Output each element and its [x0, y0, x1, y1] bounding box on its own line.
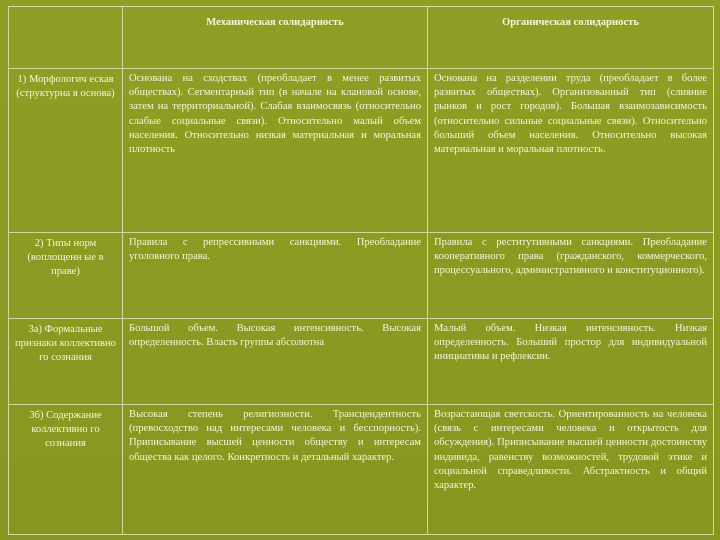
table-row — [9, 69, 714, 233]
table-row — [9, 319, 714, 405]
cell-organic: Правила с реститутивными санкциями. Преобладание кооперативного права (гражданского, коммерческого, процессуального, административного и конституционного). — [428, 233, 714, 319]
header-mechanical: Механическая солидарность — [123, 7, 428, 69]
cell-mechanical: Правила с репрессивными санкциями. Преобладание уголовного права. — [123, 233, 428, 319]
table-row — [9, 233, 714, 319]
cell-organic: Малый объем. Низкая интенсивность. Низкая определенность. Больший простор для индивидуальной инициативы и рефлексии. — [428, 319, 714, 405]
header-organic: Органическая солидарность — [428, 7, 714, 69]
header-corner-cell — [9, 7, 123, 69]
table-header-row — [9, 7, 714, 69]
cell-mechanical: Основана на сходствах (преобладает в менее развитых обществах). Сегментарный тип (в начале на клановой основе, затем на территориальной). Слабая взаимосвязь (относительно слабые социальные связи). Относительно малый объем населения. Относительно низкая материальная и моральная плотность — [123, 69, 428, 233]
cell-organic: Возрастающая светскость. Ориентированность на человека (связь с интересами человека и открытость для обсуждения). Приписывание высшей ценности достоинству индивида, равенству возможностей, трудовой этике и социальной справедливости. Абстрактность и общий характер. — [428, 405, 714, 535]
cell-mechanical: Высокая степень религиозности. Трансцендентность (превосходство над интересами человека и бесспорность). Приписывание высшей ценности обществу и интересам общества как целого. Конкретность и детальный характер. — [123, 405, 428, 535]
row-label: 1) Морфологич еская (структурна я основа) — [9, 69, 123, 233]
cell-mechanical: Большой объем. Высокая интенсивность. Высокая определенность. Власть группы абсолютна — [123, 319, 428, 405]
comparison-table — [8, 6, 714, 535]
cell-organic: Основана на разделении труда (преобладает в более развитых обществах). Организованный тип (слияние рынков и рост городов). Большая взаимозависимость (относительно сильные социальные связи). Относительно больший объем населения. Относительно высокая материальная и моральная плотность. — [428, 69, 714, 233]
row-label: 3б) Содержание коллективно го сознания — [9, 405, 123, 535]
row-label: 2) Типы норм (воплощенн ые в праве) — [9, 233, 123, 319]
row-label: 3а) Формальные признаки коллективно го сознания — [9, 319, 123, 405]
table-row — [9, 405, 714, 535]
